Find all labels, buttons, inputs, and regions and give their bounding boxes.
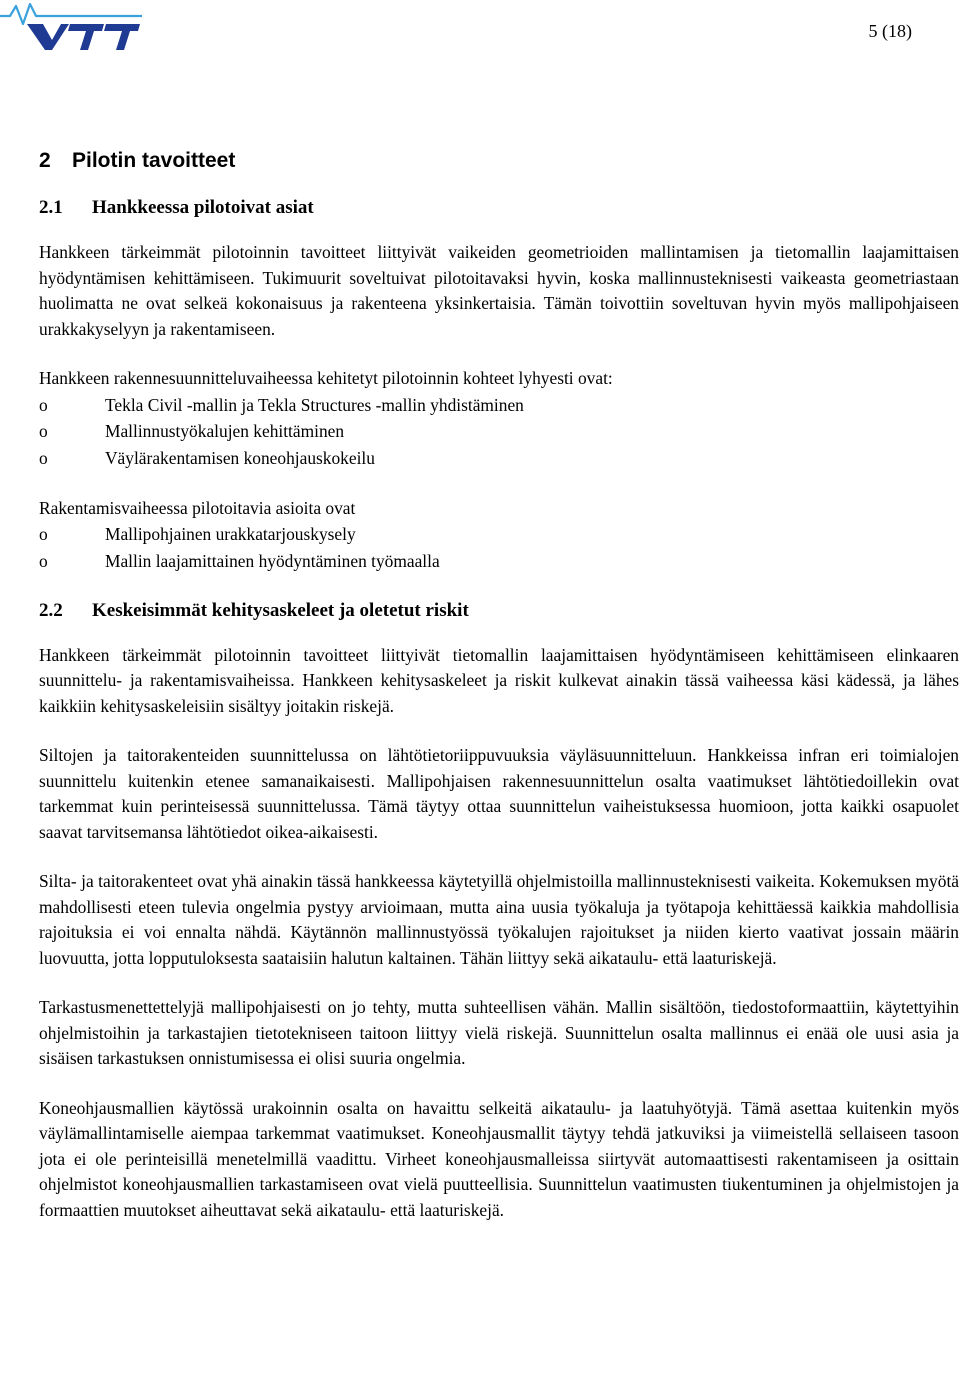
subsection-number: 2.2 (39, 599, 63, 621)
paragraph-development-steps: Hankkeen tärkeimmät pilotoinnin tavoitteet liittyivät tietomallin laajamittaisen hyödyntämiseen kehittämiseen elinkaaren suunnittelu- ja rakentamisvaiheissa. Hankkeen kehitysaskeleet ja riskit kulkevat ainakin tässä vaiheessa käsi kädessä, ja lähes kaikkiin kehitysaskeleisiin sisältyy joitakin riskejä. (39, 644, 959, 716)
design-phase-pilot-list (39, 366, 959, 472)
paragraph-inspection: Tarkastusmenettettelyjä mallipohjaisesti on jo tehty, mutta suhteellisen vähän. Mallin sisältöön, tiedostoformaattiin, käytettyihin ohjelmistoihin ja tarkastajien tietotekniseen taitoon liittyy vielä riskejä. Suunnittelun osalta mallinnus ei enää ole uusi asia ja sisäisen tarkastuksen onnistumisessa ei olisi suuria ongelmia. (39, 997, 959, 1069)
bullet-marker: o (39, 550, 48, 571)
list-item (39, 445, 959, 472)
paragraph-modelling-difficulty: Silta- ja taitorakenteet ovat yhä ainakin tässä hankkeessa käytetyillä ohjelmistoilla mallinnusteknisesti vaikeita. Kokemuksen myötä mahdollisesti eteen tulevia ongelmia pystyy arvioimaan, mutta aina uusia työkaluja ja työtapoja kehittäessä kaikkia mahdollisia rajoituksia ei voi ennalta nähdä. Käytännön mallinnustyössä työkalujen rajoitukset ja niiden kierto vaativat jossain määrin luovuutta, jotta lopputuloksesta saataisiin halutun kaltainen. Tähän liittyy sekä aikataulu- että laaturiskejä. (39, 871, 959, 968)
list-item (39, 392, 959, 419)
list-item (39, 548, 959, 575)
list-item-text: Väylärakentamisen koneohjauskokeilu (105, 447, 375, 468)
subsection-heading-2-1 (39, 196, 959, 220)
list-intro: Hankkeen rakennesuunnitteluvaiheessa kehitetyt pilotoinnin kohteet lyhyesti ovat: (39, 368, 613, 388)
list-item-text: Mallipohjainen urakkatarjouskysely (105, 524, 356, 545)
construction-phase-pilot-list (39, 496, 959, 575)
bullet-list (39, 392, 959, 472)
bullet-marker: o (39, 394, 48, 415)
vtt-logo-graphic (0, 0, 142, 56)
paragraph-input-dependencies: Siltojen ja taitorakenteiden suunnittelussa on lähtötietoriippuvuuksia väyläsuunnitteluun. Hankkeissa infran eri toimialojen suunnittelu kuitenkin etenee samanaikaisesti. Mallipohjaisen rakennesuunnittelun osalta vaatimukset lähtötiedoillekin ovat tarkemmat kuin perinteisessä suunnittelussa. Tämä täytyy ottaa suunnittelun vaiheistuksessa huomioon, jotta kaikki osapuolet saavat tarvitsemansa lähtötiedot oikea-aikaisesti. (39, 745, 959, 842)
list-item (39, 418, 959, 445)
subsection-title: Keskeisimmät kehitysaskeleet ja oletetut riskit (92, 599, 469, 621)
page-number: 5 (18) (868, 21, 912, 41)
document-body (39, 148, 959, 1247)
list-item-text: Tekla Civil -mallin ja Tekla Structures -mallin yhdistäminen (105, 394, 524, 415)
list-intro: Rakentamisvaiheessa pilotoitavia asioita ovat (39, 497, 356, 518)
list-item (39, 521, 959, 548)
paragraph-machine-control: Koneohjausmallien käytössä urakoinnin osalta on havaittu selkeitä aikataulu- ja laatuhyötyjä. Tämä asettaa kuitenkin myös väylämallintamiselle aiempaa tarkemmat vaatimukset. Koneohjausmallit täytyy tehdä jatkuviksi ja viimeistellä sellaiseen tasoon jota ei ole perinteisillä menetelmillä vaadittu. Virheet koneohjausmalleissa siirtyvät automaattisesti rakentamiseen ja osittain ohjelmistot koneohjausmallien tarkastamiseen ovat vielä puutteellisia. Suunnittelun vaatimusten tiukentuminen ja ohjelmistojen ja formaattien muutokset aiheuttavat sekä aikataulu- että laaturiskejä. (39, 1097, 959, 1220)
list-item-text: Mallin laajamittainen hyödyntäminen työmaalla (105, 550, 440, 571)
bullet-marker: o (39, 447, 48, 468)
subsection-number: 2.1 (39, 197, 63, 218)
section-number: 2 (39, 149, 51, 172)
paragraph-pilot-goals: Hankkeen tärkeimmät pilotoinnin tavoitteet liittyivät vaikeiden geometrioiden mallintamisen ja tietomallin laajamittaisen hyödyntämisen kehittämiseen. Tukimuurit soveltuivat pilotoitavaksi hyvin, koska mallinnusteknisesti vaikeasta geometriastaan huolimatta ne ovat selkeä kokonaisuus ja rakenteena yksinkertaisia. Tämän toivottiin soveltuvan hyvin myös mallipohjaiseen urakkakyselyyn ja rakentamiseen. (39, 242, 959, 339)
bullet-list (39, 521, 959, 574)
subsection-title: Hankkeessa pilotoivat asiat (92, 197, 314, 218)
bullet-marker: o (39, 524, 48, 545)
subsection-heading-2-2 (39, 599, 959, 623)
section-heading-2 (39, 148, 959, 174)
bullet-marker: o (39, 421, 48, 442)
vtt-logo (0, 0, 142, 56)
section-title: Pilotin tavoitteet (72, 149, 236, 172)
list-item-text: Mallinnustyökalujen kehittäminen (105, 421, 345, 442)
